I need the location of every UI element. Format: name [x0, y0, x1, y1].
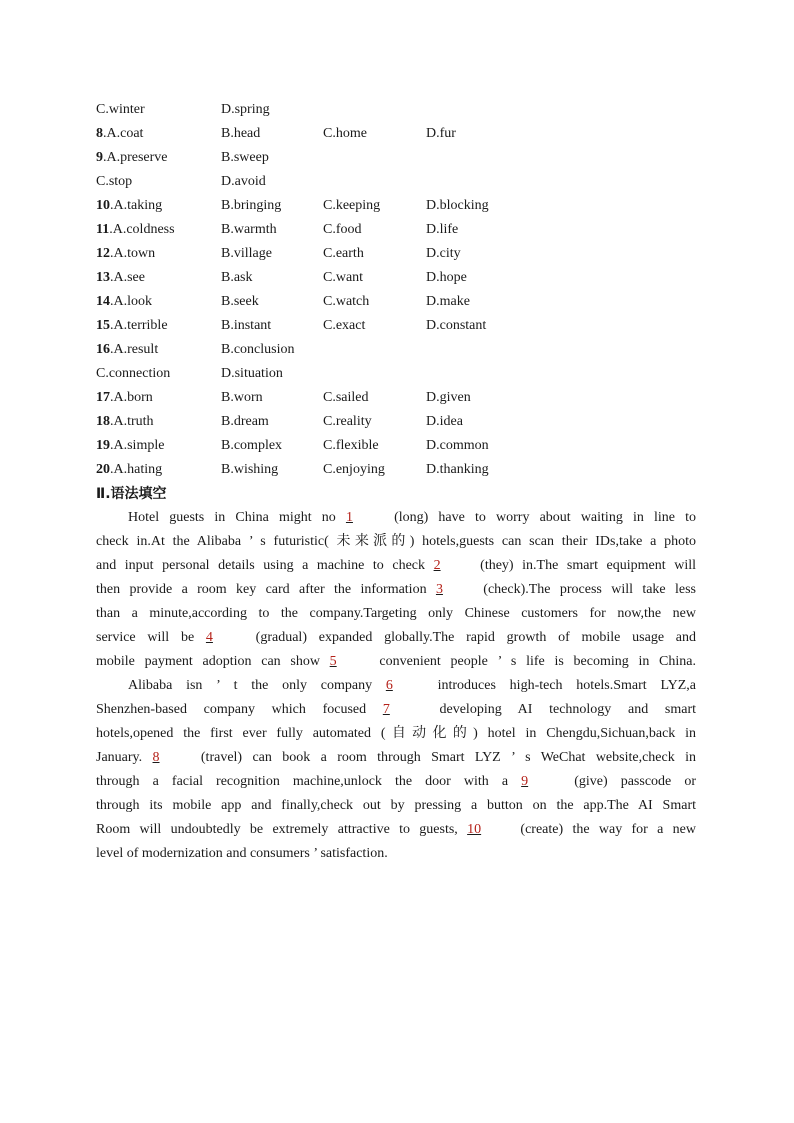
passage-line: level of modernization and consumers ’ satisfaction. [96, 846, 388, 861]
question-number: 8 [96, 126, 103, 141]
option-c: C.stop [96, 174, 133, 189]
option-a: 9.A.preserve [96, 150, 168, 165]
passage-line: then provide a room key card after the information 3 (check).The process will take less [96, 578, 696, 602]
option-d: D.hope [426, 270, 467, 285]
passage-line: Hotel guests in China might no 1 (long) have to worry about waiting in line to [96, 506, 696, 530]
option-a: 18.A.truth [96, 414, 154, 429]
option-c: C.keeping [323, 198, 381, 213]
option-d: D.given [426, 390, 471, 405]
answer-blank: 1 [345, 510, 353, 525]
option-a: 19.A.simple [96, 438, 165, 453]
option-b: D.spring [221, 102, 270, 117]
option-a: 10.A.taking [96, 198, 163, 213]
question-number: 9 [96, 150, 103, 165]
option-b: B.instant [221, 318, 272, 333]
passage-line: through its mobile app and finally,check out by pressing a button on the app.The AI Smart [96, 798, 696, 813]
option-d: D.fur [426, 126, 456, 141]
question-number: 17 [96, 390, 110, 405]
passage-line: January. 8 (travel) can book a room through Smart LYZ ’ s WeChat website,check in [96, 746, 696, 770]
option-b: B.conclusion [221, 342, 295, 357]
option-d: D.make [426, 294, 470, 309]
option-c: C.home [323, 126, 367, 141]
passage-line: Alibaba isn ’ t the only company 6 introduces high-tech hotels.Smart LYZ,a [96, 674, 696, 698]
option-d: D.common [426, 438, 489, 453]
answer-blank: 9 [521, 774, 529, 789]
answer-blank: 7 [382, 702, 390, 717]
option-d: D.blocking [426, 198, 489, 213]
option-c: C.enjoying [323, 462, 385, 477]
question-number: 16 [96, 342, 110, 357]
option-c: C.watch [323, 294, 370, 309]
option-c: C.exact [323, 318, 366, 333]
option-b: B.warmth [221, 222, 277, 237]
passage-line: through a facial recognition machine,unlock the door with a 9 (give) passcode or [96, 770, 696, 794]
answer-blank: 2 [433, 558, 441, 573]
question-number: 18 [96, 414, 110, 429]
option-d: D.constant [426, 318, 487, 333]
answer-blank: 10 [467, 822, 482, 837]
answer-blank: 8 [152, 750, 160, 765]
option-b: B.dream [221, 414, 269, 429]
option-d: D.life [426, 222, 459, 237]
option-c: C.flexible [323, 438, 379, 453]
question-number: 10 [96, 198, 110, 213]
section-title: Ⅱ.语法填空 [96, 486, 167, 502]
passage-line: than a minute,according to the company.Targeting only Chinese customers for now,the new [96, 606, 696, 621]
option-a: 8.A.coat [96, 126, 144, 141]
option-d: D.city [426, 246, 461, 261]
answer-blank: 3 [435, 582, 443, 597]
option-b: B.sweep [221, 150, 269, 165]
option-b: B.bringing [221, 198, 282, 213]
question-number: 12 [96, 246, 110, 261]
question-number: 13 [96, 270, 110, 285]
answer-blank: 4 [205, 630, 213, 645]
answer-blank: 6 [385, 678, 393, 693]
option-c: C.sailed [323, 390, 369, 405]
option-a: 12.A.town [96, 246, 156, 261]
passage-line: Room will undoubtedly be extremely attractive to guests, 10 (create) the way for a new [96, 818, 696, 842]
option-c: C.want [323, 270, 364, 285]
option-a: 17.A.born [96, 390, 153, 405]
option-d: D.thanking [426, 462, 489, 477]
option-d: D.situation [221, 366, 283, 381]
option-c: C.earth [323, 246, 364, 261]
passage-line: Shenzhen-based company which focused 7 developing AI technology and smart [96, 698, 696, 722]
option-b: B.seek [221, 294, 259, 309]
passage-line: service will be 4 (gradual) expanded globally.The rapid growth of mobile usage and [96, 626, 696, 650]
option-b: B.worn [221, 390, 263, 405]
question-number: 20 [96, 462, 110, 477]
answer-blank: 5 [329, 654, 337, 669]
passage-line: mobile payment adoption can show 5 convenient people ’ s life is becoming in China. [96, 650, 696, 674]
option-b: B.wishing [221, 462, 279, 477]
option-b: B.complex [221, 438, 283, 453]
question-number: 15 [96, 318, 110, 333]
option-b: B.head [221, 126, 261, 141]
question-number: 14 [96, 294, 110, 309]
option-c: C.connection [96, 366, 171, 381]
option-a: 16.A.result [96, 342, 159, 357]
passage-line: hotels,opened the first ever fully automated (自动化的) hotel in Chengdu,Sichuan,back in [96, 726, 696, 741]
option-a: 14.A.look [96, 294, 152, 309]
cloze-passage [96, 506, 696, 866]
option-b: B.village [221, 246, 272, 261]
passage-line: check in.At the Alibaba ’ s futuristic( 未来派的) hotels,guests can scan their IDs,take a photo [96, 534, 696, 549]
passage-line: and input personal details using a machine to check 2 (they) in.The smart equipment will [96, 554, 696, 578]
question-number: 19 [96, 438, 110, 453]
option-a: 13.A.see [96, 270, 145, 285]
option-a: 20.A.hating [96, 462, 163, 477]
option-d: D.avoid [221, 174, 266, 189]
option-a: 15.A.terrible [96, 318, 168, 333]
option-c: C.reality [323, 414, 372, 429]
option-d: D.idea [426, 414, 463, 429]
option-c: C.food [323, 222, 362, 237]
option-a: 11.A.coldness [96, 222, 175, 237]
question-number: 11 [96, 222, 110, 237]
option-a: C.winter [96, 102, 145, 117]
option-b: B.ask [221, 270, 253, 285]
